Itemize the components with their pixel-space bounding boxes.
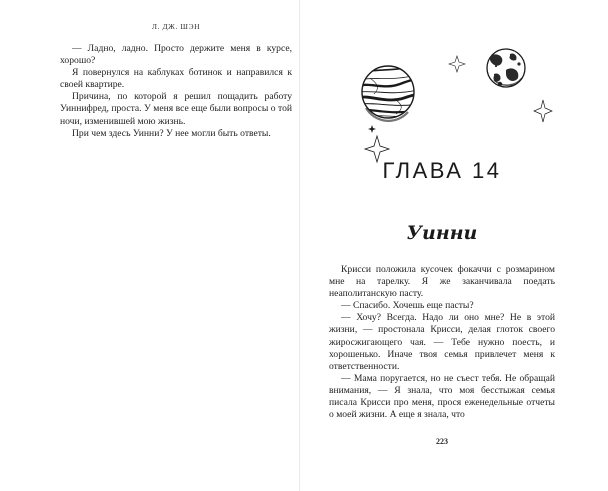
paragraph: Причина, по которой я решил пощадить работу Уиннифред, проста. У меня все еще были вопросы о той ночи, изменившей мою жизнь. [60,91,292,127]
left-page-body [60,43,292,140]
paragraph: — Спасибо. Хочешь еще пасты? [341,300,474,312]
planet-icon [358,66,418,121]
paragraph: — Ладно, ладно. Просто держите меня в курсе, хорошо? [60,43,292,67]
paragraph: Крисси положила кусочек фокаччи с розмарином мне на тарелку. Я же заканчивала поедать неаполитанскую пасту. [329,264,555,300]
paragraph: — Мама поругается, но не съест тебя. Не обращай внимания, — Я знала, что моя бесстыжая семья писала Крисси про меня, прося еженедельные отчеты о моей жизни. А еще я знала, что [329,372,555,421]
chapter-title: ГЛАВА 14 [382,158,502,183]
paragraph: Я повернулся на каблуках ботинок и направился к своей квартире. [60,67,292,91]
running-head: Л. ДЖ. ШЭН [151,22,201,31]
chapter-subtitle: Уинни [406,222,478,244]
left-page [0,0,300,491]
moon-icon [487,49,525,87]
right-page-body [329,264,555,421]
page-number: 223 [436,437,448,446]
sparkle-icon [368,125,376,133]
paragraph: — Хочу? Всегда. Надо ли оно мне? Не в этой жизни, — простонала Крисси, делая глоток своего жиросжигающего чая. — Тебе нужно поесть, и хорошенько. Иначе твоя семья привлечет меня к ответственности. [329,312,555,372]
sparkle-icon [534,100,552,122]
sparkle-icon [449,56,465,72]
paragraph: При чем здесь Уинни? У нее могли быть ответы. [72,127,271,139]
